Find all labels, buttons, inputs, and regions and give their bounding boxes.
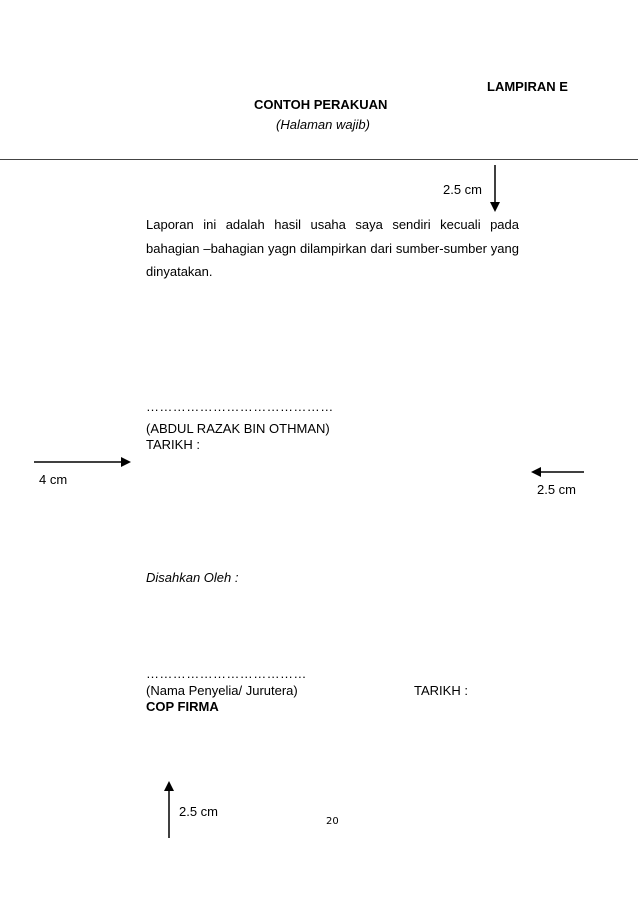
left-arrow-icon — [530, 465, 584, 479]
down-arrow-icon — [486, 165, 504, 213]
supervisor-date-label: TARIKH : — [414, 683, 468, 698]
student-date-label: TARIKH : — [146, 437, 200, 452]
supervisor-name-label: (Nama Penyelia/ Jurutera) — [146, 683, 298, 698]
appendix-label: LAMPIRAN E — [487, 79, 568, 94]
student-name: (ABDUL RAZAK BIN OTHMAN) — [146, 421, 330, 436]
right-margin-label: 2.5 cm — [537, 482, 577, 497]
up-arrow-icon — [161, 780, 177, 838]
page-subtitle: (Halaman wajib) — [276, 117, 370, 132]
header-divider — [0, 159, 638, 160]
left-margin-label: 4 cm — [39, 472, 68, 487]
top-margin-label: 2.5 cm — [443, 182, 483, 197]
student-signature-line: …………………………………… — [146, 399, 334, 414]
verified-by-label: Disahkan Oleh : — [146, 570, 239, 585]
supervisor-signature-line: ……………………………… — [146, 666, 307, 681]
page-number: 20 — [326, 816, 339, 827]
page-title: CONTOH PERAKUAN — [254, 97, 388, 112]
right-arrow-icon — [34, 455, 132, 469]
bottom-margin-label: 2.5 cm — [179, 804, 219, 819]
company-stamp-label: COP FIRMA — [146, 699, 219, 714]
declaration-paragraph: Laporan ini adalah hasil usaha saya sendiri kecuali pada bahagian –bahagian yagn dilampirkan dari sumber-sumber yang dinyatakan. — [146, 217, 519, 279]
